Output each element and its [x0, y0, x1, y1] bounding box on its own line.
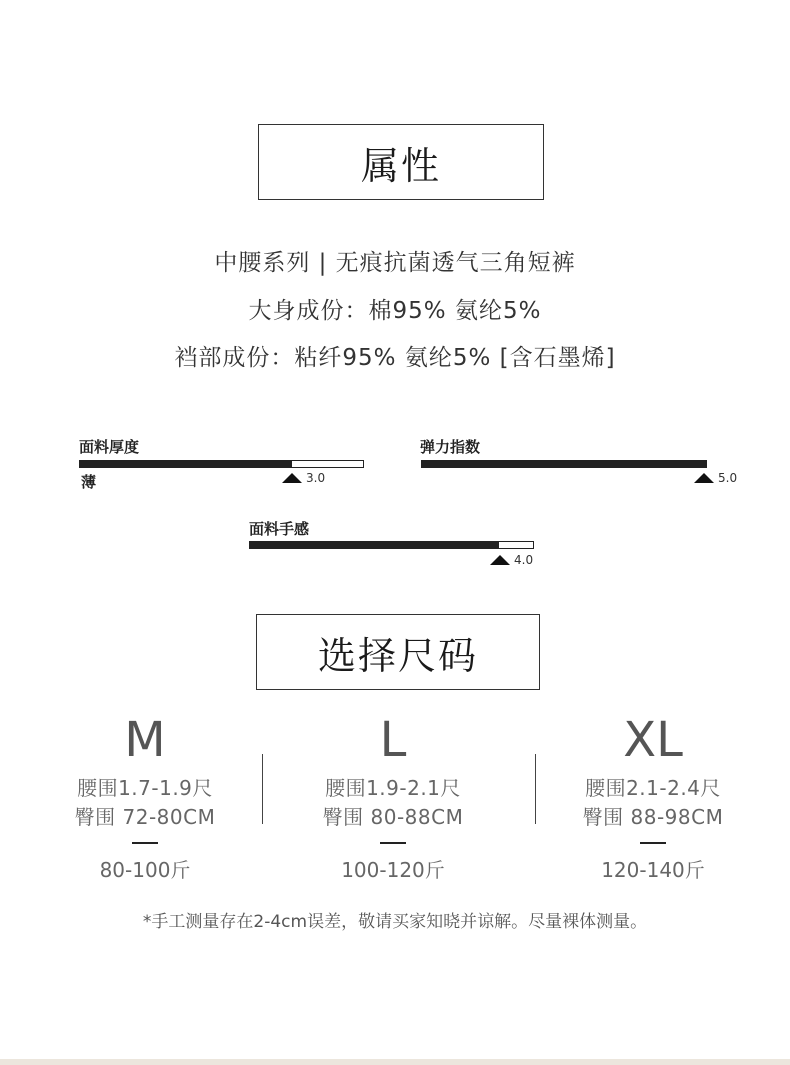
- size-option-l[interactable]: [263, 712, 523, 883]
- triangle-marker-icon: [282, 473, 302, 483]
- measurement-note: *手工测量存在2-4cm误差，敬请买家知晓并谅解。尽量裸体测量。: [142, 912, 648, 932]
- weight-range: 80-100斤: [99, 858, 191, 882]
- divider-dash: [132, 842, 158, 844]
- size-title: [256, 614, 540, 690]
- meter-fill: [250, 542, 499, 548]
- size-letter: XL: [623, 712, 683, 768]
- meter-value: 5.0: [718, 471, 738, 485]
- meter-label: 弹力指数: [420, 438, 481, 456]
- size-letter: L: [379, 712, 407, 768]
- meter-label: 面料厚度: [79, 438, 140, 456]
- meter-track: [421, 460, 707, 468]
- waist-range: 腰围2.1-2.4尺: [585, 776, 721, 800]
- weight-range: 120-140斤: [601, 858, 705, 882]
- size-title-text: 选择尺码: [317, 633, 478, 678]
- meter-fill: [422, 461, 706, 467]
- meter-track: [249, 541, 534, 549]
- bottom-strip: [0, 1059, 790, 1065]
- meter-value: 3.0: [306, 471, 326, 485]
- meter-label: 面料手感: [249, 520, 310, 538]
- waist-range: 腰围1.7-1.9尺: [77, 776, 213, 800]
- triangle-marker-icon: [694, 473, 714, 483]
- product-series-line: 中腰系列 | 无痕抗菌透气三角短裤: [214, 250, 576, 276]
- weight-range: 100-120斤: [341, 858, 445, 882]
- size-option-xl[interactable]: [523, 712, 783, 883]
- waist-range: 腰围1.9-2.1尺: [325, 776, 461, 800]
- hip-range: 臀围 72-80CM: [74, 805, 216, 829]
- divider-dash: [380, 842, 406, 844]
- hip-range: 臀围 80-88CM: [322, 805, 464, 829]
- attributes-title: [258, 124, 544, 200]
- size-letter: M: [124, 712, 166, 768]
- attributes-title-text: 属性: [360, 143, 441, 188]
- body-composition-line: 大身成份：棉95% 氨纶5%: [248, 298, 542, 324]
- meter-value: 4.0: [514, 553, 534, 567]
- meter-fill: [80, 461, 292, 467]
- divider-dash: [640, 842, 666, 844]
- triangle-marker-icon: [490, 555, 510, 565]
- meter-end-label: 薄: [81, 473, 97, 491]
- hip-range: 臀围 88-98CM: [582, 805, 724, 829]
- size-option-m[interactable]: [15, 712, 275, 883]
- crotch-composition-line: 裆部成份：粘纤95% 氨纶5% [含石墨烯]: [174, 345, 616, 371]
- meter-track: [79, 460, 364, 468]
